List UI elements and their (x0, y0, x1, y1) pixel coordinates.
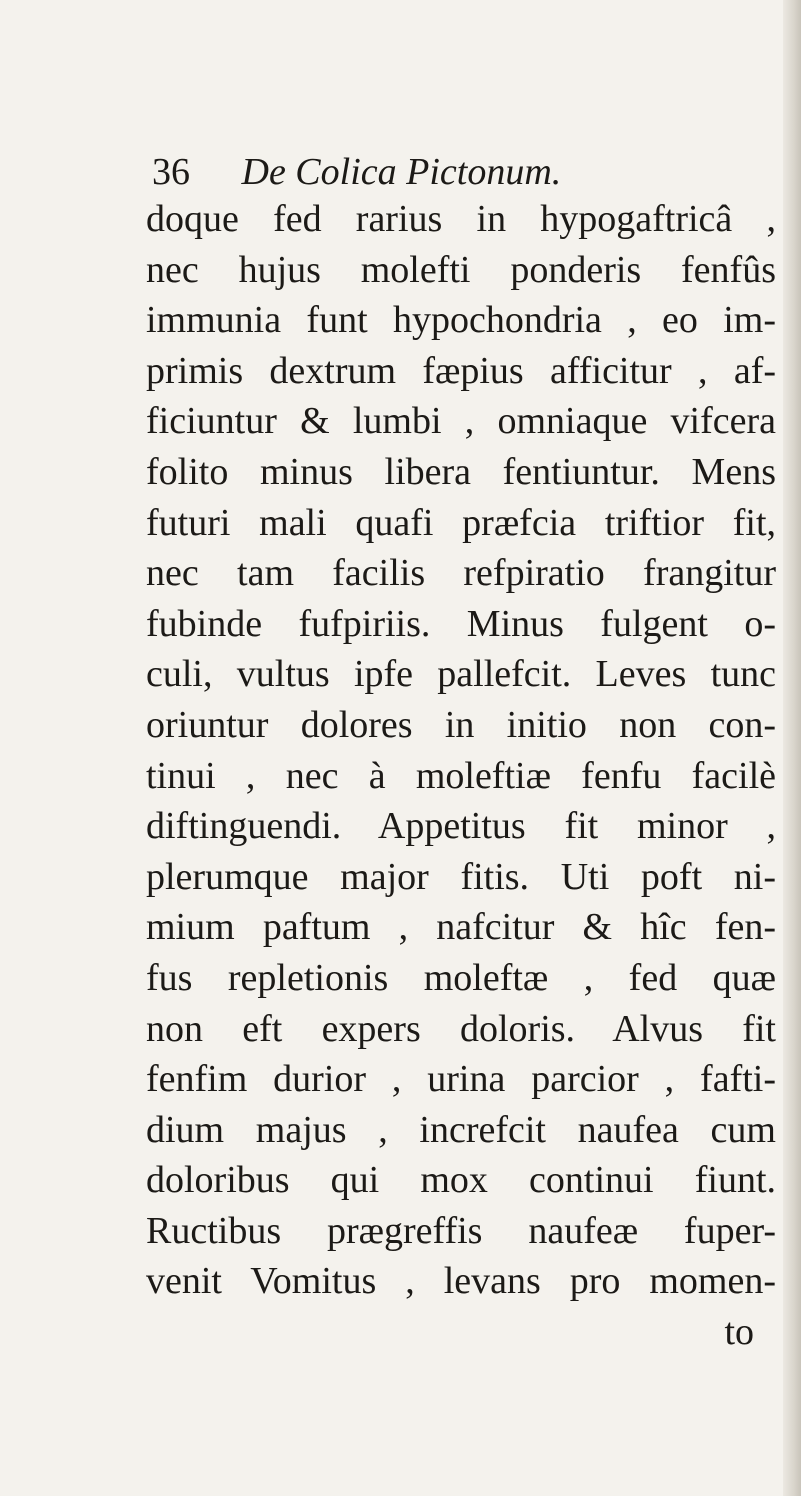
text-line: nec tam facilis refpiratio frangitur (146, 552, 776, 595)
text-line: nec hujus molefti ponderis fenfûs (146, 248, 776, 291)
running-title: De Colica Pictonum. (241, 151, 562, 193)
text-line: tinui , nec à moleftiæ fenfu facilè (146, 754, 776, 797)
page-edge (783, 0, 801, 1496)
text-line: doloribus qui mox continui fiunt. (146, 1159, 776, 1202)
text-line: diftinguendi. Appetitus fit minor , (146, 805, 776, 848)
text-line: culi, vultus ipfe pallefcit. Leves tunc (146, 653, 776, 696)
text-line: Ructibus prægreffis naufeæ fuper- (146, 1209, 776, 1252)
text-line: dium majus , increfcit naufea cum (146, 1108, 776, 1151)
page-header (152, 150, 561, 194)
body-text (146, 194, 776, 1358)
text-line: fenfim durior , urina parcior , fafti- (146, 1058, 776, 1101)
text-line: oriuntur dolores in initio non con- (146, 703, 776, 746)
text-line: futuri mali quafi præfcia triftior fit, (146, 501, 776, 544)
text-line: doque fed rarius in hypogaftricâ , (146, 198, 776, 240)
text-line: venit Vomitus , levans pro momen- (146, 1260, 776, 1303)
text-line: non eft expers doloris. Alvus fit (146, 1007, 776, 1050)
page-number: 36 (152, 151, 190, 193)
text-line: immunia funt hypochondria , eo im- (146, 299, 776, 342)
text-line: mium paftum , nafcitur & hîc fen- (146, 906, 776, 949)
text-line: fus repletionis moleftæ , fed quæ (146, 956, 776, 999)
catchword: to (724, 1311, 754, 1354)
text-line: fubinde fufpiriis. Minus fulgent o- (146, 602, 776, 645)
text-line: folito minus libera fentiuntur. Mens (146, 450, 776, 493)
text-line: plerumque major fitis. Uti poft ni- (146, 855, 776, 898)
text-line: ficiuntur & lumbi , omniaque vifcera (146, 400, 776, 443)
text-line: primis dextrum fæpius afficitur , af- (146, 349, 776, 392)
